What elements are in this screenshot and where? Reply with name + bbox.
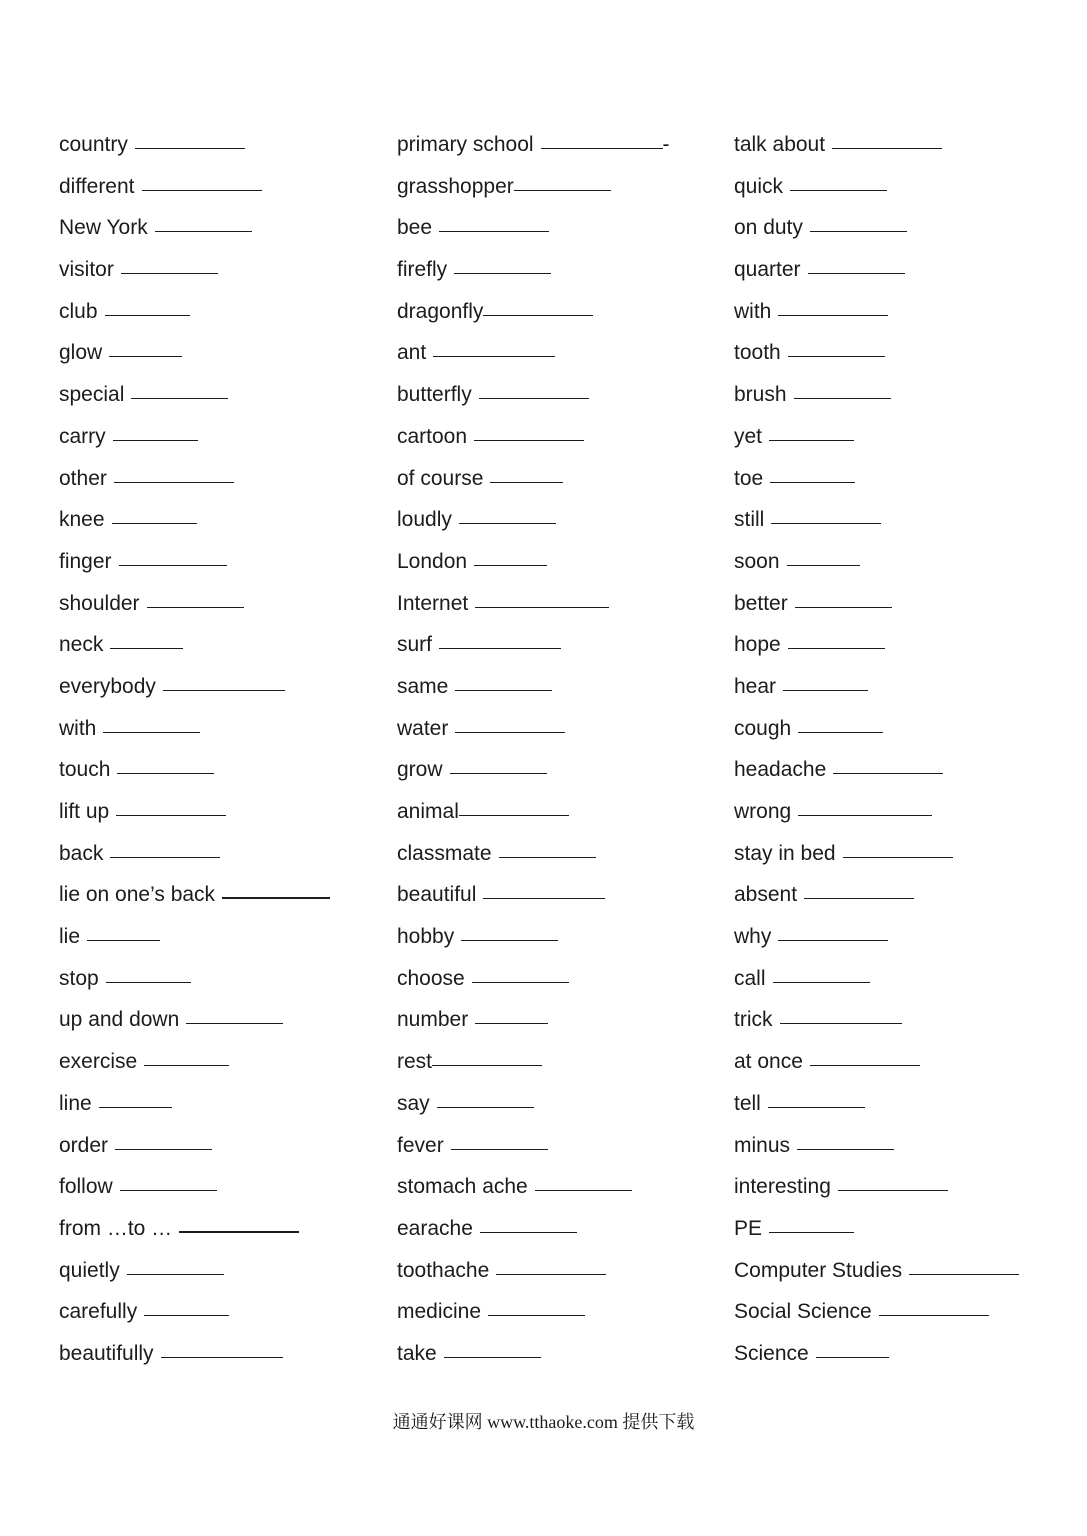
- vocabulary-item: [734, 1166, 1079, 1208]
- vocabulary-item: [734, 708, 1079, 750]
- vocabulary-item: [397, 958, 737, 1000]
- vocabulary-word: stomach ache: [397, 1175, 528, 1199]
- vocabulary-column-3: [734, 124, 1079, 1375]
- answer-blank[interactable]: [790, 189, 887, 191]
- vocabulary-word: interesting: [734, 1175, 831, 1199]
- vocabulary-item: [59, 1125, 399, 1167]
- answer-blank[interactable]: [109, 355, 182, 357]
- vocabulary-item: [397, 916, 737, 958]
- answer-blank[interactable]: [455, 689, 552, 691]
- vocabulary-word: same: [397, 674, 449, 698]
- vocabulary-item: [59, 708, 399, 750]
- answer-blank[interactable]: [439, 230, 549, 232]
- vocabulary-word: hope: [734, 633, 781, 657]
- vocabulary-item: [397, 499, 737, 541]
- vocabulary-item: [397, 166, 737, 208]
- answer-blank[interactable]: [222, 896, 330, 899]
- vocabulary-word: beautiful: [397, 883, 477, 907]
- vocabulary-item: [397, 1083, 737, 1125]
- vocabulary-word: earache: [397, 1216, 473, 1240]
- answer-blank[interactable]: [119, 564, 227, 566]
- answer-blank[interactable]: [432, 1064, 542, 1066]
- vocabulary-word: medicine: [397, 1300, 482, 1324]
- vocabulary-word: classmate: [397, 841, 492, 865]
- answer-blank[interactable]: [155, 230, 252, 232]
- answer-blank[interactable]: [475, 606, 609, 608]
- vocabulary-word: at once: [734, 1050, 803, 1074]
- vocabulary-word: surf: [397, 633, 433, 657]
- answer-blank[interactable]: [450, 772, 547, 774]
- vocabulary-word: everybody: [59, 674, 156, 698]
- answer-blank[interactable]: [769, 1231, 854, 1233]
- vocabulary-word: why: [734, 925, 772, 949]
- vocabulary-item: [397, 249, 737, 291]
- answer-blank[interactable]: [121, 272, 218, 274]
- answer-blank[interactable]: [472, 981, 569, 983]
- answer-blank[interactable]: [514, 189, 611, 191]
- vocabulary-word: firefly: [397, 258, 448, 282]
- vocabulary-item: [397, 1041, 737, 1083]
- answer-blank[interactable]: [186, 1022, 283, 1024]
- vocabulary-word: dragonfly: [397, 299, 484, 323]
- answer-blank[interactable]: [773, 981, 870, 983]
- vocabulary-item: [397, 1166, 737, 1208]
- vocabulary-item: [734, 958, 1079, 1000]
- answer-blank[interactable]: [131, 397, 228, 399]
- answer-blank[interactable]: [144, 1314, 229, 1316]
- vocabulary-item: [59, 1083, 399, 1125]
- vocabulary-word: call: [734, 966, 766, 990]
- answer-blank[interactable]: [496, 1273, 606, 1275]
- footer-credit: 通通好课网 www.tthaoke.com 提供下载: [392, 1412, 695, 1432]
- answer-blank[interactable]: [144, 1064, 229, 1066]
- answer-blank[interactable]: [114, 481, 234, 483]
- vocabulary-word: trick: [734, 1008, 773, 1032]
- answer-blank[interactable]: [788, 355, 885, 357]
- vocabulary-item: [734, 1125, 1079, 1167]
- vocabulary-item: [734, 1041, 1079, 1083]
- vocabulary-item: [59, 958, 399, 1000]
- vocabulary-item: [59, 1208, 399, 1250]
- vocabulary-word: carry: [59, 424, 106, 448]
- answer-blank[interactable]: [787, 564, 860, 566]
- vocabulary-word: beautifully: [59, 1341, 154, 1365]
- answer-blank[interactable]: [480, 1231, 577, 1233]
- answer-blank[interactable]: [142, 189, 262, 191]
- answer-blank[interactable]: [87, 939, 160, 941]
- vocabulary-word: Social Science: [734, 1300, 872, 1324]
- vocabulary-word: rest: [397, 1050, 433, 1074]
- vocabulary-item: [397, 624, 737, 666]
- vocabulary-word: quick: [734, 174, 784, 198]
- answer-blank[interactable]: [832, 147, 942, 149]
- vocabulary-item: [734, 749, 1079, 791]
- vocabulary-word: say: [397, 1091, 430, 1115]
- answer-blank[interactable]: [127, 1273, 224, 1275]
- vocabulary-word: touch: [59, 758, 111, 782]
- vocabulary-item: [397, 291, 737, 333]
- answer-blank[interactable]: [439, 647, 561, 649]
- vocabulary-item: [59, 1041, 399, 1083]
- answer-blank[interactable]: [116, 814, 226, 816]
- vocabulary-word: special: [59, 383, 125, 407]
- vocabulary-word: number: [397, 1008, 469, 1032]
- answer-blank[interactable]: [794, 397, 891, 399]
- vocabulary-item: [734, 332, 1079, 374]
- vocabulary-item: [397, 1208, 737, 1250]
- vocabulary-item: [59, 1333, 399, 1375]
- vocabulary-item: [734, 458, 1079, 500]
- answer-blank[interactable]: [499, 856, 596, 858]
- vocabulary-word: stop: [59, 966, 99, 990]
- answer-blank[interactable]: [816, 1356, 889, 1358]
- vocabulary-item: [59, 416, 399, 458]
- vocabulary-item: [59, 833, 399, 875]
- vocabulary-word: glow: [59, 341, 103, 365]
- vocabulary-word: different: [59, 174, 135, 198]
- vocabulary-item: [397, 332, 737, 374]
- answer-blank[interactable]: [474, 439, 584, 441]
- answer-blank[interactable]: [798, 814, 932, 816]
- answer-blank[interactable]: [780, 1022, 902, 1024]
- vocabulary-item: [59, 624, 399, 666]
- vocabulary-word: Computer Studies: [734, 1258, 903, 1282]
- answer-blank[interactable]: [810, 1064, 920, 1066]
- answer-blank[interactable]: [488, 1314, 585, 1316]
- answer-blank[interactable]: [769, 439, 854, 441]
- answer-blank[interactable]: [771, 522, 881, 524]
- vocabulary-item: [397, 541, 737, 583]
- answer-blank[interactable]: [810, 230, 907, 232]
- vocabulary-word: brush: [734, 383, 787, 407]
- answer-blank[interactable]: [795, 606, 892, 608]
- vocabulary-item: [734, 207, 1079, 249]
- answer-blank[interactable]: [103, 731, 200, 733]
- answer-blank[interactable]: [437, 1106, 534, 1108]
- vocabulary-item: [734, 916, 1079, 958]
- vocabulary-item: [734, 1291, 1079, 1333]
- vocabulary-word: ant: [397, 341, 427, 365]
- vocabulary-word: butterfly: [397, 383, 472, 407]
- vocabulary-item: [734, 1250, 1079, 1292]
- vocabulary-word: lie: [59, 925, 81, 949]
- vocabulary-word: with: [734, 299, 772, 323]
- vocabulary-item: [734, 499, 1079, 541]
- vocabulary-item: [734, 541, 1079, 583]
- vocabulary-item: [397, 833, 737, 875]
- vocabulary-word: visitor: [59, 258, 114, 282]
- vocabulary-word: exercise: [59, 1050, 138, 1074]
- answer-blank[interactable]: [163, 689, 285, 691]
- vocabulary-item: [397, 874, 737, 916]
- vocabulary-word: of course: [397, 466, 484, 490]
- vocabulary-word: with: [59, 716, 97, 740]
- answer-blank[interactable]: [490, 481, 563, 483]
- vocabulary-word: yet: [734, 424, 763, 448]
- vocabulary-item: [397, 708, 737, 750]
- vocabulary-word: grow: [397, 758, 443, 782]
- vocabulary-item: [734, 874, 1079, 916]
- vocabulary-word: New York: [59, 216, 148, 240]
- vocabulary-word: soon: [734, 549, 780, 573]
- vocabulary-item: [59, 999, 399, 1041]
- vocabulary-item: [59, 583, 399, 625]
- answer-blank[interactable]: [909, 1273, 1019, 1275]
- vocabulary-item: [59, 874, 399, 916]
- vocabulary-item: [397, 583, 737, 625]
- blank-suffix: -: [662, 133, 670, 156]
- answer-blank[interactable]: [778, 314, 888, 316]
- answer-blank[interactable]: [808, 272, 905, 274]
- answer-blank[interactable]: [475, 1022, 548, 1024]
- vocabulary-item: [397, 1333, 737, 1375]
- vocabulary-word: tell: [734, 1091, 761, 1115]
- answer-blank[interactable]: [838, 1189, 948, 1191]
- vocabulary-word: lift up: [59, 800, 110, 823]
- answer-blank[interactable]: [798, 731, 883, 733]
- vocabulary-word: London: [397, 549, 468, 573]
- vocabulary-word: other: [59, 466, 107, 490]
- vocabulary-word: lie on one’s back: [59, 883, 216, 907]
- vocabulary-item: [59, 291, 399, 333]
- vocabulary-word: from …to …: [59, 1216, 173, 1240]
- vocabulary-item: [397, 1291, 737, 1333]
- vocabulary-item: [59, 666, 399, 708]
- vocabulary-item: [59, 124, 399, 166]
- answer-blank[interactable]: [479, 397, 589, 399]
- vocabulary-item: [59, 249, 399, 291]
- vocabulary-word: primary school: [397, 133, 534, 156]
- answer-blank[interactable]: [444, 1356, 541, 1358]
- vocabulary-word: club: [59, 299, 98, 323]
- vocabulary-item: [734, 1208, 1079, 1250]
- answer-blank[interactable]: [105, 314, 190, 316]
- vocabulary-item: [734, 124, 1079, 166]
- vocabulary-item: [59, 458, 399, 500]
- answer-blank[interactable]: [474, 564, 547, 566]
- vocabulary-column-2: [397, 124, 737, 1375]
- answer-blank[interactable]: [768, 1106, 865, 1108]
- vocabulary-item: [397, 124, 737, 166]
- vocabulary-word: knee: [59, 508, 105, 532]
- vocabulary-item: [734, 791, 1079, 833]
- answer-blank[interactable]: [433, 355, 555, 357]
- answer-blank[interactable]: [147, 606, 244, 608]
- answer-blank[interactable]: [483, 897, 605, 899]
- vocabulary-item: [397, 374, 737, 416]
- vocabulary-word: back: [59, 841, 104, 865]
- vocabulary-word: tooth: [734, 341, 781, 365]
- vocabulary-item: [59, 332, 399, 374]
- answer-blank[interactable]: [106, 981, 191, 983]
- vocabulary-word: finger: [59, 549, 112, 573]
- answer-blank[interactable]: [778, 939, 888, 941]
- vocabulary-item: [397, 416, 737, 458]
- answer-blank[interactable]: [115, 1148, 212, 1150]
- answer-blank[interactable]: [113, 439, 198, 441]
- answer-blank[interactable]: [804, 897, 914, 899]
- vocabulary-item: [59, 749, 399, 791]
- vocabulary-word: hear: [734, 674, 777, 698]
- vocabulary-word: choose: [397, 966, 465, 990]
- vocabulary-item: [59, 374, 399, 416]
- vocabulary-word: quarter: [734, 258, 801, 282]
- vocabulary-word: quietly: [59, 1258, 120, 1282]
- answer-blank[interactable]: [483, 314, 593, 316]
- answer-blank[interactable]: [179, 1230, 299, 1233]
- vocabulary-item: [397, 1250, 737, 1292]
- answer-blank[interactable]: [459, 814, 569, 816]
- answer-blank[interactable]: [788, 647, 885, 649]
- answer-blank[interactable]: [451, 1148, 548, 1150]
- vocabulary-item: [734, 666, 1079, 708]
- vocabulary-item: [59, 1166, 399, 1208]
- vocabulary-word: Science: [734, 1341, 809, 1365]
- vocabulary-item: [59, 916, 399, 958]
- answer-blank[interactable]: [117, 772, 214, 774]
- vocabulary-word: toe: [734, 466, 764, 490]
- vocabulary-item: [734, 166, 1079, 208]
- vocabulary-word: wrong: [734, 800, 792, 823]
- vocabulary-item: [59, 207, 399, 249]
- answer-blank[interactable]: [454, 272, 551, 274]
- answer-blank[interactable]: [541, 147, 663, 149]
- vocabulary-word: Internet: [397, 591, 469, 615]
- vocabulary-word: headache: [734, 758, 827, 782]
- vocabulary-item: [734, 291, 1079, 333]
- vocabulary-word: PE: [734, 1216, 763, 1240]
- vocabulary-word: shoulder: [59, 591, 140, 615]
- vocabulary-word: cough: [734, 716, 792, 740]
- vocabulary-item: [397, 207, 737, 249]
- answer-blank[interactable]: [99, 1106, 172, 1108]
- vocabulary-item: [397, 1125, 737, 1167]
- vocabulary-word: toothache: [397, 1258, 490, 1282]
- vocabulary-word: still: [734, 508, 765, 532]
- vocabulary-item: [734, 374, 1079, 416]
- vocabulary-item: [397, 999, 737, 1041]
- vocabulary-word: loudly: [397, 508, 452, 532]
- vocabulary-word: hobby: [397, 925, 455, 949]
- answer-blank[interactable]: [112, 522, 197, 524]
- vocabulary-word: carefully: [59, 1300, 138, 1324]
- vocabulary-item: [734, 1333, 1079, 1375]
- vocabulary-word: absent: [734, 883, 798, 907]
- vocabulary-column-1: [59, 124, 399, 1375]
- vocabulary-item: [397, 749, 737, 791]
- vocabulary-item: [734, 1083, 1079, 1125]
- vocabulary-word: animal: [397, 800, 459, 823]
- vocabulary-word: water: [397, 716, 449, 740]
- vocabulary-word: order: [59, 1133, 109, 1157]
- vocabulary-word: talk about: [734, 133, 826, 156]
- answer-blank[interactable]: [833, 772, 943, 774]
- answer-blank[interactable]: [120, 1189, 217, 1191]
- vocabulary-item: [397, 666, 737, 708]
- vocabulary-word: neck: [59, 633, 104, 657]
- vocabulary-word: follow: [59, 1175, 113, 1199]
- vocabulary-word: on duty: [734, 216, 803, 240]
- vocabulary-item: [397, 791, 737, 833]
- vocabulary-word: better: [734, 591, 788, 615]
- vocabulary-word: cartoon: [397, 424, 468, 448]
- answer-blank[interactable]: [455, 731, 565, 733]
- vocabulary-item: [59, 1250, 399, 1292]
- vocabulary-word: bee: [397, 216, 433, 240]
- vocabulary-item: [397, 458, 737, 500]
- answer-blank[interactable]: [770, 481, 855, 483]
- answer-blank[interactable]: [879, 1314, 989, 1316]
- answer-blank[interactable]: [843, 856, 953, 858]
- vocabulary-word: grasshopper: [397, 174, 514, 198]
- answer-blank[interactable]: [783, 689, 868, 691]
- vocabulary-word: fever: [397, 1133, 444, 1157]
- vocabulary-word: minus: [734, 1133, 791, 1157]
- vocabulary-word: line: [59, 1091, 92, 1115]
- vocabulary-item: [734, 416, 1079, 458]
- vocabulary-word: stay in bed: [734, 841, 836, 865]
- vocabulary-word: country: [59, 133, 128, 156]
- vocabulary-item: [734, 624, 1079, 666]
- answer-blank[interactable]: [535, 1189, 632, 1191]
- vocabulary-word: up and down: [59, 1008, 180, 1032]
- vocabulary-word: take: [397, 1341, 437, 1365]
- vocabulary-item: [734, 833, 1079, 875]
- vocabulary-item: [59, 1291, 399, 1333]
- vocabulary-item: [734, 249, 1079, 291]
- answer-blank[interactable]: [459, 522, 556, 524]
- answer-blank[interactable]: [161, 1356, 283, 1358]
- vocabulary-item: [59, 166, 399, 208]
- answer-blank[interactable]: [461, 939, 558, 941]
- vocabulary-item: [59, 499, 399, 541]
- vocabulary-item: [59, 791, 399, 833]
- vocabulary-item: [59, 541, 399, 583]
- vocabulary-item: [734, 583, 1079, 625]
- answer-blank[interactable]: [797, 1148, 894, 1150]
- answer-blank[interactable]: [135, 147, 245, 149]
- answer-blank[interactable]: [110, 856, 220, 858]
- answer-blank[interactable]: [110, 647, 183, 649]
- vocabulary-item: [734, 999, 1079, 1041]
